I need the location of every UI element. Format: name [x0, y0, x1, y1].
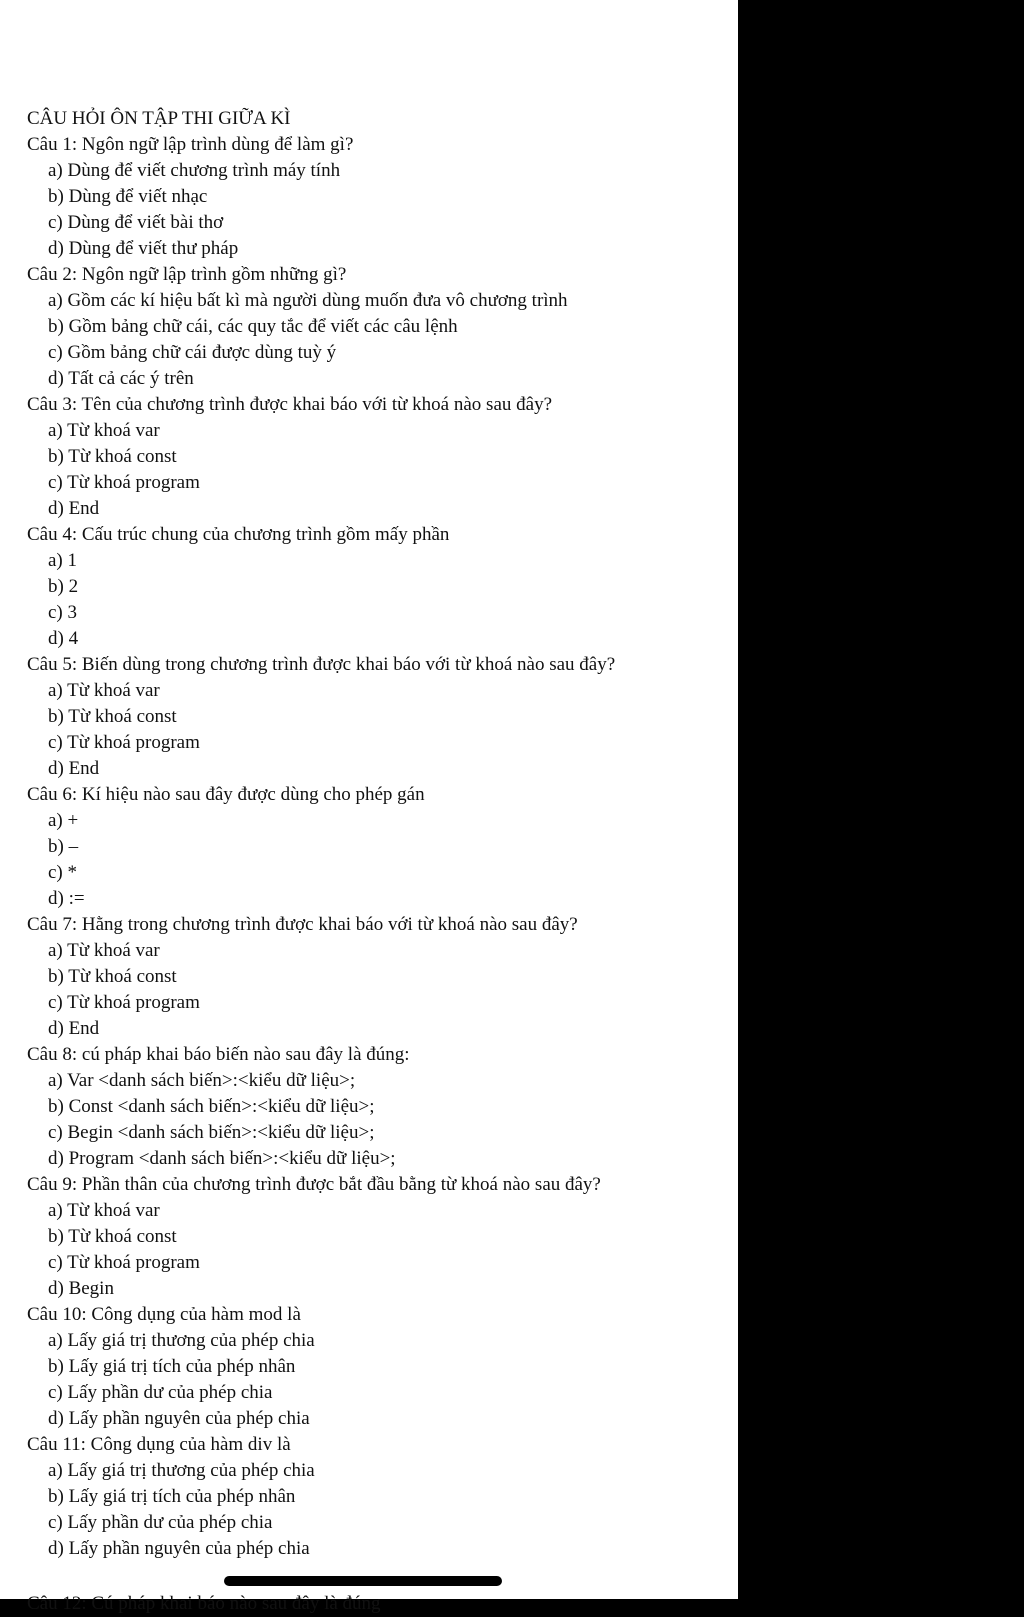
option-list [27, 158, 727, 262]
answer-option: c) Từ khoá program [48, 992, 200, 1013]
answer-option: c) Dùng để viết bài thơ [48, 212, 224, 233]
cutoff-line [0, 1591, 738, 1614]
question-text: Câu 11: Công dụng của hàm div là [27, 1434, 291, 1455]
question-block [27, 912, 727, 1042]
cutoff-text: Câu 12: Cú pháp khai báo nào sau đây là đúng [27, 1593, 381, 1614]
question-list [27, 132, 727, 1562]
answer-option: d) := [48, 888, 85, 909]
answer-option: c) 3 [48, 602, 78, 623]
answer-option: a) Gồm các kí hiệu bất kì mà người dùng muốn đưa vô chương trình [48, 290, 568, 311]
question-text: Câu 6: Kí hiệu nào sau đây được dùng cho phép gán [27, 784, 425, 805]
answer-option: c) Lấy phần dư của phép chia [48, 1512, 273, 1533]
answer-option: d) Lấy phần nguyên của phép chia [48, 1538, 310, 1559]
option-list [27, 548, 727, 652]
question-block [27, 1172, 727, 1302]
answer-option: c) Từ khoá program [48, 472, 200, 493]
answer-option: b) Dùng để viết nhạc [48, 186, 208, 207]
question-text: Câu 4: Cấu trúc chung của chương trình gồm mấy phần [27, 524, 450, 545]
answer-option: b) Gồm bảng chữ cái, các quy tắc để viết các câu lệnh [48, 316, 458, 337]
document-content [27, 106, 727, 1562]
question-block [27, 262, 727, 392]
answer-option: b) Lấy giá trị tích của phép nhân [48, 1486, 296, 1507]
answer-option: d) 4 [48, 628, 79, 649]
question-block [27, 132, 727, 262]
question-text: Câu 9: Phần thân của chương trình được bắt đầu bằng từ khoá nào sau đây? [27, 1174, 601, 1195]
answer-option: a) Từ khoá var [48, 940, 160, 961]
answer-option: b) Lấy giá trị tích của phép nhân [48, 1356, 296, 1377]
answer-option: a) 1 [48, 550, 78, 571]
question-block [27, 1302, 727, 1432]
answer-option: c) * [48, 862, 78, 883]
question-block [27, 652, 727, 782]
answer-option: a) + [48, 810, 79, 831]
answer-option: d) Lấy phần nguyên của phép chia [48, 1408, 310, 1429]
answer-option: a) Dùng để viết chương trình máy tính [48, 160, 341, 181]
document-title: CÂU HỎI ÔN TẬP THI GIỮA KÌ [27, 108, 291, 129]
answer-option: c) Từ khoá program [48, 732, 200, 753]
answer-option: d) End [48, 498, 100, 519]
question-block [27, 1432, 727, 1562]
answer-option: a) Lấy giá trị thương của phép chia [48, 1330, 315, 1351]
answer-option: c) Lấy phần dư của phép chia [48, 1382, 273, 1403]
question-text: Câu 8: cú pháp khai báo biến nào sau đây là đúng: [27, 1044, 410, 1065]
answer-option: d) Begin [48, 1278, 114, 1299]
option-list [27, 288, 727, 392]
answer-option: b) Const <danh sách biến>:<kiểu dữ liệu>; [48, 1096, 375, 1117]
option-list [27, 678, 727, 782]
question-block [27, 392, 727, 522]
question-text: Câu 2: Ngôn ngữ lập trình gồm những gì? [27, 264, 347, 285]
option-list [27, 418, 727, 522]
answer-option: c) Gồm bảng chữ cái được dùng tuỳ ý [48, 342, 337, 363]
answer-option: b) 2 [48, 576, 79, 597]
question-block [27, 1042, 727, 1172]
question-block [27, 782, 727, 912]
answer-option: d) End [48, 758, 100, 779]
question-text: Câu 7: Hằng trong chương trình được khai báo với từ khoá nào sau đây? [27, 914, 578, 935]
option-list [27, 1328, 727, 1432]
answer-option: d) Program <danh sách biến>:<kiểu dữ liệu>; [48, 1148, 396, 1169]
answer-option: b) Từ khoá const [48, 706, 177, 727]
answer-option: a) Từ khoá var [48, 420, 160, 441]
scroll-indicator[interactable] [224, 1576, 502, 1586]
answer-option: c) Begin <danh sách biến>:<kiểu dữ liệu>; [48, 1122, 375, 1143]
answer-option: a) Từ khoá var [48, 680, 160, 701]
answer-option: d) End [48, 1018, 100, 1039]
answer-option: d) Tất cả các ý trên [48, 368, 194, 389]
answer-option: a) Lấy giá trị thương của phép chia [48, 1460, 315, 1481]
option-list [27, 938, 727, 1042]
question-text: Câu 1: Ngôn ngữ lập trình dùng để làm gì? [27, 134, 354, 155]
answer-option: b) – [48, 836, 79, 857]
question-text: Câu 10: Công dụng của hàm mod là [27, 1304, 301, 1325]
option-list [27, 1458, 727, 1562]
option-list [27, 808, 727, 912]
answer-option: a) Từ khoá var [48, 1200, 160, 1221]
answer-option: c) Từ khoá program [48, 1252, 200, 1273]
question-text: Câu 3: Tên của chương trình được khai báo với từ khoá nào sau đây? [27, 394, 552, 415]
answer-option: b) Từ khoá const [48, 966, 177, 987]
answer-option: b) Từ khoá const [48, 446, 177, 467]
answer-option: d) Dùng để viết thư pháp [48, 238, 239, 259]
answer-option: a) Var <danh sách biến>:<kiểu dữ liệu>; [48, 1070, 356, 1091]
option-list [27, 1198, 727, 1302]
question-block [27, 522, 727, 652]
question-text: Câu 5: Biến dùng trong chương trình được khai báo với từ khoá nào sau đây? [27, 654, 616, 675]
answer-option: b) Từ khoá const [48, 1226, 177, 1247]
option-list [27, 1068, 727, 1172]
